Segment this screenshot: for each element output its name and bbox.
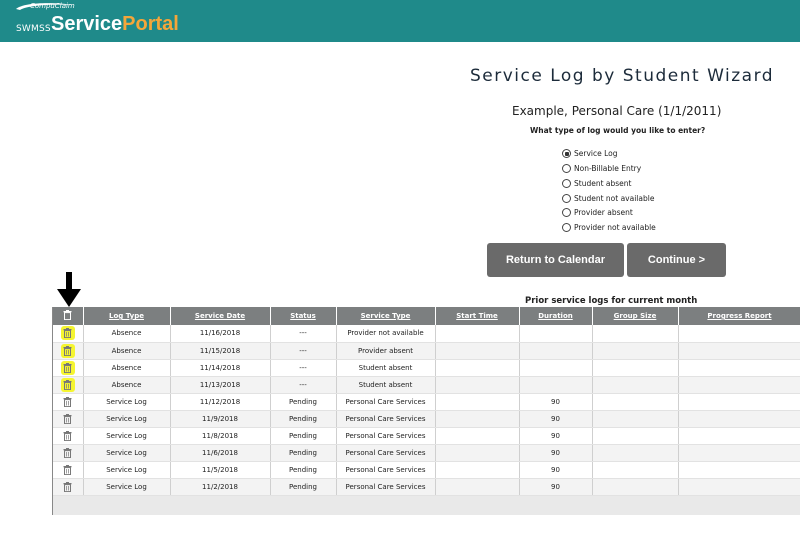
cell-group-size	[592, 444, 678, 461]
option-label: Student not available	[574, 194, 655, 203]
table-row	[53, 461, 800, 478]
radio-button[interactable]	[562, 223, 571, 232]
trash-icon[interactable]	[61, 395, 75, 409]
delete-cell	[53, 427, 83, 444]
cell-service-date: 11/2/2018	[170, 478, 270, 495]
cell-start-time	[435, 427, 519, 444]
table-row	[53, 325, 800, 342]
cell-service-date: 11/15/2018	[170, 342, 270, 359]
cell-start-time	[435, 376, 519, 393]
cell-status: ---	[270, 342, 336, 359]
radio-button[interactable]	[562, 164, 571, 173]
header-delete	[53, 307, 83, 325]
cell-duration: 90	[519, 478, 592, 495]
option-provider-absent[interactable]	[562, 206, 633, 219]
delete-cell	[53, 478, 83, 495]
cell-service-type: Personal Care Services	[336, 393, 435, 410]
cell-start-time	[435, 478, 519, 495]
cell-service-date: 11/14/2018	[170, 359, 270, 376]
cell-service-date: 11/16/2018	[170, 325, 270, 342]
cell-service-date: 11/9/2018	[170, 410, 270, 427]
cell-group-size	[592, 427, 678, 444]
cell-status: Pending	[270, 444, 336, 461]
cell-duration	[519, 342, 592, 359]
header-service-date[interactable]: Service Date	[170, 307, 270, 325]
cell-status: Pending	[270, 478, 336, 495]
table-row	[53, 393, 800, 410]
cell-log-type: Service Log	[83, 427, 170, 444]
cell-progress-report	[678, 444, 800, 461]
cell-log-type: Absence	[83, 359, 170, 376]
cell-service-type: Personal Care Services	[336, 478, 435, 495]
return-to-calendar-button[interactable]: Return to Calendar	[487, 243, 624, 277]
header-status[interactable]: Status	[270, 307, 336, 325]
delete-cell	[53, 410, 83, 427]
delete-cell	[53, 342, 83, 359]
cell-service-type: Personal Care Services	[336, 410, 435, 427]
cell-log-type: Service Log	[83, 461, 170, 478]
cell-service-type: Student absent	[336, 376, 435, 393]
cell-duration: 90	[519, 393, 592, 410]
option-student-not-available[interactable]	[562, 192, 654, 205]
header-service-type[interactable]: Service Type	[336, 307, 435, 325]
trash-icon	[63, 310, 72, 320]
cell-duration: 90	[519, 427, 592, 444]
cell-log-type: Absence	[83, 325, 170, 342]
cell-group-size	[592, 393, 678, 410]
cell-progress-report	[678, 393, 800, 410]
cell-group-size	[592, 342, 678, 359]
delete-cell	[53, 376, 83, 393]
cell-log-type: Service Log	[83, 410, 170, 427]
swmss-label: SWMSS	[16, 24, 51, 34]
cell-start-time	[435, 393, 519, 410]
cell-status: ---	[270, 376, 336, 393]
delete-cell	[53, 359, 83, 376]
cell-log-type: Absence	[83, 342, 170, 359]
table-row	[53, 444, 800, 461]
table-row	[53, 410, 800, 427]
cell-group-size	[592, 325, 678, 342]
header-start-time[interactable]: Start Time	[435, 307, 519, 325]
log-type-question: What type of log would you like to enter?	[530, 126, 706, 135]
header-duration[interactable]: Duration	[519, 307, 592, 325]
option-label: Student absent	[574, 179, 632, 188]
service-portal-logo[interactable]	[51, 13, 179, 36]
cell-start-time	[435, 444, 519, 461]
option-non-billable-entry[interactable]	[562, 162, 641, 175]
cell-group-size	[592, 461, 678, 478]
trash-icon[interactable]	[61, 361, 75, 375]
header-progress-report[interactable]: Progress Report	[678, 307, 800, 325]
cell-log-type: Absence	[83, 376, 170, 393]
header-group-size[interactable]: Group Size	[592, 307, 678, 325]
option-service-log[interactable]	[562, 147, 618, 160]
brand-portal: Portal	[122, 13, 179, 35]
cell-start-time	[435, 359, 519, 376]
trash-icon[interactable]	[61, 480, 75, 494]
cell-duration: 90	[519, 461, 592, 478]
cell-group-size	[592, 359, 678, 376]
radio-button[interactable]	[562, 194, 571, 203]
cell-status: Pending	[270, 461, 336, 478]
cell-status: Pending	[270, 427, 336, 444]
delete-cell	[53, 461, 83, 478]
cell-progress-report	[678, 342, 800, 359]
arrow-down-icon	[56, 272, 82, 308]
header-log-type[interactable]: Log Type	[83, 307, 170, 325]
delete-cell	[53, 444, 83, 461]
option-label: Provider not available	[574, 223, 656, 232]
option-provider-not-available[interactable]	[562, 221, 656, 234]
trash-icon[interactable]	[61, 412, 75, 426]
table-row	[53, 342, 800, 359]
continue-button[interactable]: Continue >	[627, 243, 726, 277]
delete-cell	[53, 393, 83, 410]
cell-progress-report	[678, 410, 800, 427]
trash-icon[interactable]	[61, 429, 75, 443]
delete-cell	[53, 325, 83, 342]
table-row	[53, 359, 800, 376]
app-header	[0, 0, 800, 42]
cell-start-time	[435, 342, 519, 359]
cell-log-type: Service Log	[83, 444, 170, 461]
cell-progress-report	[678, 461, 800, 478]
table-row	[53, 376, 800, 393]
cell-duration: 90	[519, 444, 592, 461]
cell-group-size	[592, 410, 678, 427]
trash-icon[interactable]	[61, 463, 75, 477]
trash-icon[interactable]	[61, 446, 75, 460]
cell-group-size	[592, 376, 678, 393]
cell-service-type: Personal Care Services	[336, 461, 435, 478]
option-student-absent[interactable]	[562, 177, 631, 190]
cell-status: Pending	[270, 410, 336, 427]
compuclaim-logo-text: CompuClaim	[30, 2, 75, 10]
cell-group-size	[592, 478, 678, 495]
page-title: Service Log by Student Wizard	[470, 66, 775, 86]
cell-duration: 90	[519, 410, 592, 427]
cell-status: Pending	[270, 393, 336, 410]
option-label: Service Log	[574, 149, 618, 158]
cell-duration	[519, 376, 592, 393]
cell-progress-report	[678, 427, 800, 444]
cell-progress-report	[678, 325, 800, 342]
cell-service-type: Provider absent	[336, 342, 435, 359]
table-header-row	[53, 307, 800, 325]
radio-button[interactable]	[562, 179, 571, 188]
cell-service-type: Personal Care Services	[336, 444, 435, 461]
cell-log-type: Service Log	[83, 478, 170, 495]
cell-progress-report	[678, 359, 800, 376]
student-name: Example, Personal Care (1/1/2011)	[512, 104, 722, 118]
cell-service-date: 11/8/2018	[170, 427, 270, 444]
cell-service-type: Provider not available	[336, 325, 435, 342]
cell-service-type: Student absent	[336, 359, 435, 376]
table-row	[53, 427, 800, 444]
cell-service-date: 11/6/2018	[170, 444, 270, 461]
cell-status: ---	[270, 359, 336, 376]
brand-service: Service	[51, 13, 123, 35]
prior-logs-title: Prior service logs for current month	[525, 296, 698, 306]
cell-progress-report	[678, 478, 800, 495]
cell-duration	[519, 359, 592, 376]
radio-button[interactable]	[562, 208, 571, 217]
cell-duration	[519, 325, 592, 342]
radio-button[interactable]	[562, 149, 571, 158]
cell-status: ---	[270, 325, 336, 342]
option-label: Non-Billable Entry	[574, 164, 642, 173]
cell-log-type: Service Log	[83, 393, 170, 410]
trash-icon[interactable]	[61, 326, 75, 340]
cell-service-date: 11/12/2018	[170, 393, 270, 410]
cell-service-date: 11/13/2018	[170, 376, 270, 393]
trash-icon[interactable]	[61, 344, 75, 358]
trash-icon[interactable]	[61, 378, 75, 392]
cell-service-date: 11/5/2018	[170, 461, 270, 478]
cell-start-time	[435, 461, 519, 478]
cell-progress-report	[678, 376, 800, 393]
cell-start-time	[435, 325, 519, 342]
cell-start-time	[435, 410, 519, 427]
table-row	[53, 478, 800, 495]
option-label: Provider absent	[574, 208, 633, 217]
cell-service-type: Personal Care Services	[336, 427, 435, 444]
prior-logs-table	[52, 307, 800, 515]
